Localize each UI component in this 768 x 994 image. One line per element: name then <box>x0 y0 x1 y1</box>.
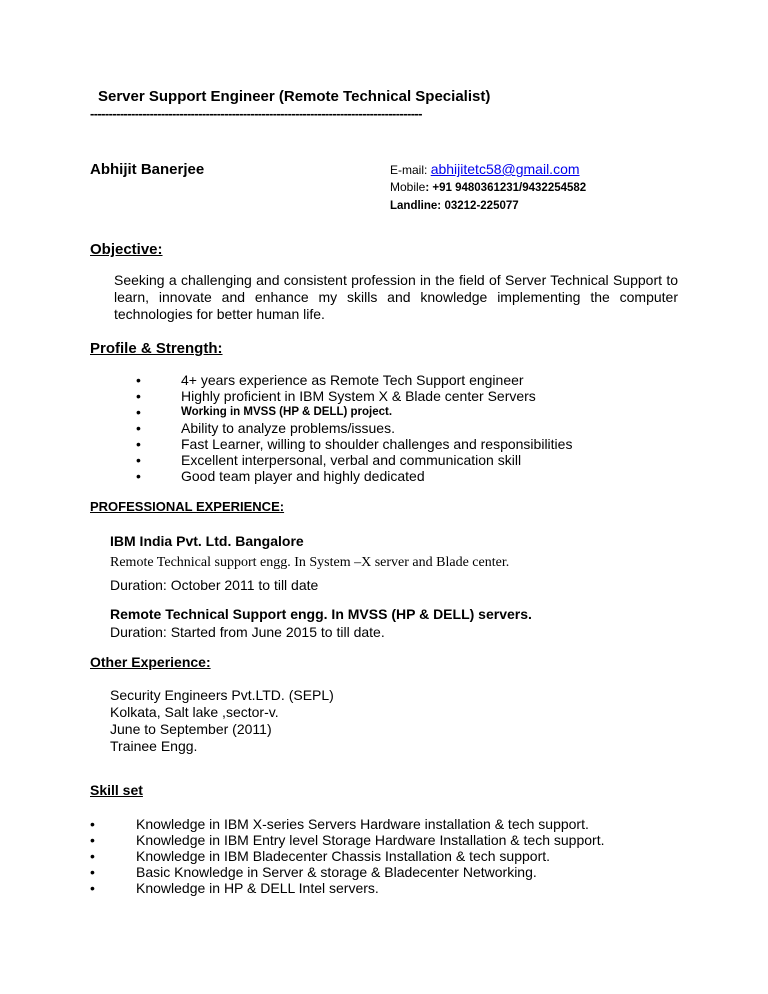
bullet-icon: • <box>136 468 141 484</box>
objective-text: Seeking a challenging and consistent profession in the field of Server Technical Support to learn, innovate and enhance my skills and knowledge implementing the computer technologies for better human life. <box>114 272 678 322</box>
email-label: E-mail: <box>390 163 428 177</box>
contact-block <box>390 161 586 215</box>
list-item: • Knowledge in IBM Entry level Storage Hardware Installation & tech support. <box>90 832 605 848</box>
mobile-label: Mobile <box>390 180 426 194</box>
bullet-icon: • <box>136 436 141 452</box>
bullet-icon: • <box>136 420 141 436</box>
other-line: Security Engineers Pvt.LTD. (SEPL) <box>110 687 334 703</box>
email-line <box>390 161 586 179</box>
other-line: June to September (2011) <box>110 721 272 737</box>
bullet-icon: • <box>90 816 95 832</box>
resume-title: Server Support Engineer (Remote Technical Specialist) <box>98 88 491 105</box>
bullet-icon: • <box>136 388 141 404</box>
profile-heading: Profile & Strength: <box>90 340 223 357</box>
list-item: • Knowledge in IBM Bladecenter Chassis Installation & tech support. <box>90 848 551 864</box>
list-item: • Basic Knowledge in Server & storage & Bladecenter Networking. <box>90 864 537 880</box>
bullet-icon: • <box>90 848 95 864</box>
other-experience-block <box>110 687 334 755</box>
skills-heading: Skill set <box>90 782 143 798</box>
list-item: • Ability to analyze problems/issues. <box>136 420 395 436</box>
list-item: • Excellent interpersonal, verbal and communication skill <box>136 452 522 468</box>
objective-heading: Objective: <box>90 241 163 258</box>
bullet-icon: • <box>90 880 95 896</box>
mobile-line <box>390 179 586 197</box>
role-1: Remote Technical support engg. In System –X server and Blade center. <box>110 555 510 570</box>
list-item: • 4+ years experience as Remote Tech Support engineer <box>136 372 524 388</box>
bullet-icon: • <box>90 832 95 848</box>
candidate-name: Abhijit Banerjee <box>90 161 205 178</box>
mobile-value: : +91 9480361231/9432254582 <box>425 182 587 194</box>
list-item: • Knowledge in IBM X-series Servers Hardware installation & tech support. <box>90 816 589 832</box>
duration-1: Duration: October 2011 to till date <box>110 577 319 593</box>
experience-heading: PROFESSIONAL EXPERIENCE: <box>90 499 285 514</box>
skills-list <box>90 816 604 896</box>
role-2: Remote Technical Support engg. In MVSS (HP & DELL) servers. <box>110 606 532 622</box>
title-divider: ----------------------------------------------------------------------------------------- <box>90 106 422 121</box>
list-item: • Good team player and highly dedicated <box>136 468 425 484</box>
bullet-icon: • <box>90 864 95 880</box>
other-line: Trainee Engg. <box>110 738 198 754</box>
bullet-icon: • <box>136 372 141 388</box>
email-link[interactable]: abhijitetc58@gmail.com <box>430 161 580 177</box>
landline-value: 03212-225077 <box>444 200 519 212</box>
landline-line <box>390 197 586 215</box>
list-item: • Highly proficient in IBM System X & Blade center Servers <box>136 388 536 404</box>
other-line: Kolkata, Salt lake ,sector-v. <box>110 704 279 720</box>
profile-list <box>136 372 572 484</box>
bullet-icon: • <box>136 452 141 468</box>
other-experience-heading: Other Experience: <box>90 654 211 670</box>
list-item: • Fast Learner, willing to shoulder challenges and responsibilities <box>136 436 573 452</box>
list-item: • Knowledge in HP & DELL Intel servers. <box>90 880 379 896</box>
landline-label: Landline: <box>390 200 442 212</box>
duration-2: Duration: Started from June 2015 to till date. <box>110 624 385 640</box>
company-name: IBM India Pvt. Ltd. Bangalore <box>110 533 304 549</box>
bullet-icon: • <box>136 404 141 420</box>
list-item: • Working in MVSS (HP & DELL) project. <box>136 404 393 420</box>
